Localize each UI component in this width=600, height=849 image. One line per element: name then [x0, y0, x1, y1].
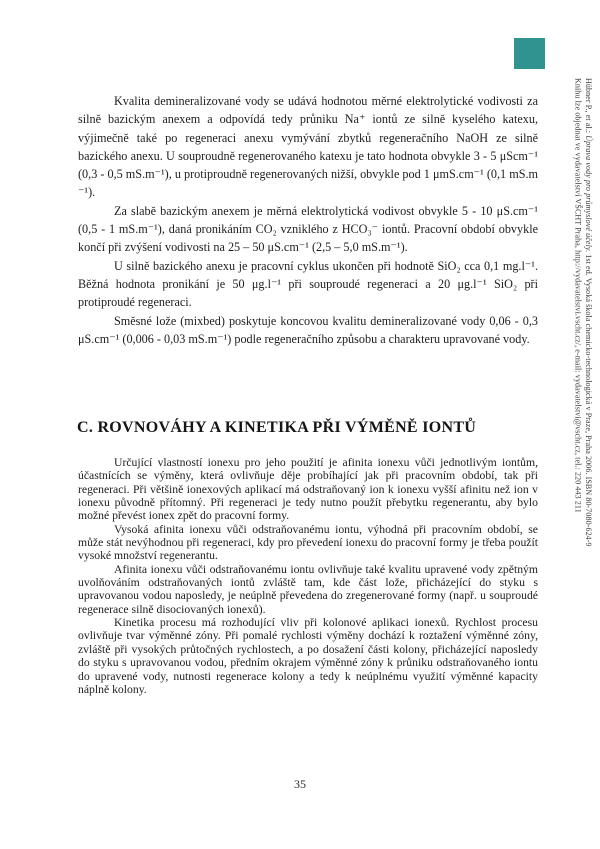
citation-sidebar — [572, 78, 593, 638]
body-paragraph-4: Kinetika procesu má rozhodující vliv při kolonové aplikaci ionexů. Rychlost procesu ovlivňuje tvar výměnné zóny. Při pomalé rychlosti výměny dochází k roztažení výměnné zóny, zvláště při vysokých průtočných rychlostech, a po dosažení části kolony, přicházející naposledy do styku s upravovanou vodou, předním okrajem výměnné zóny k průniku odstraňovaného iontu do upravené vody, nutnosti regenerace kolony a tedy k neúplnému využití výměnné kapacity náplně kolony. — [78, 616, 538, 696]
body-paragraph-1: Určující vlastností ionexu pro jeho použití je afinita ionexu vůči jednotlivým iontům, účastnících se výměny, která ovlivňuje děje probíhající jak při pracovním období, tak při regeneraci. Při většině ionexových aplikací má odstraňovaný ion k ionexu vyšší afinitu než ion v ionexu původně přítomný. Při regeneraci je tedy nutno použít přebytku regenerantu, aby bylo možné převést ionex zpět do pracovní formy. — [78, 456, 538, 523]
page-number: 35 — [294, 777, 306, 791]
order-info-line: Knihu lze objednat ve vydavatelství VŠCHT Praha, http://vydavatelstvi.vscht.cz/, e-mail: vydavatelstvi@vscht.cz, tel.: 220 443 211 — [573, 78, 583, 513]
citation-authors: Hübner P., et al.: — [584, 78, 593, 136]
intro-paragraph-2: Za slabě bazickým anexem je měrná elektrolytická vodivost obvykle 5 - 10 μS.cm⁻¹ (0,5 - 1 mS.m⁻¹), daná pronikáním CO₂ vzniklého z HCO₃⁻ iontů. Pracovní období obvykle končí při zvýšení vodivosti na 25 – 50 μS.cm⁻¹ (2,5 – 5,0 mS.m⁻¹). — [78, 203, 538, 255]
teal-marker-square — [514, 38, 545, 69]
body-paragraph-2: Vysoká afinita ionexu vůči odstraňovanému iontu, výhodná při pracovním období, se může stát nevýhodnou při regeneraci, kdy pro převedení ionexu do pracovní formy je třeba použít vysoké množství regenerantu. — [78, 522, 538, 563]
section-heading: C. ROVNOVÁHY A KINETIKA PŘI VÝMĚNĚ IONTŮ — [77, 419, 477, 436]
body-paragraph-3: Afinita ionexu vůči odstraňovanému iontu ovlivňuje také kvalitu upravené vody zpětným uvolňováním odstraňovaných iontů zvláště tam, kde část lože, přicházející do styku s upravovanou vodou naposledy, je neúplně převedena do zregenerované formy (např. u souproudé regenerace silně disociovaných ionexů). — [78, 562, 538, 616]
intro-paragraph-1: Kvalita demineralizované vody se udává hodnotou měrné elektrolytické vodivosti za silně bazickým anexem a odpovídá tedy průniku Na⁺ iontů ze silně kyselého katexu, výjimečně také po regeneraci anexu vymývání zbytků regeneračního NaOH ze silně bazického anexu. U souproudně regenerovaného katexu je tato hodnota obvykle 3 - 5 μScm⁻¹ (0,3 - 0,5 mS.m⁻¹), u protiproudně regenerovaných nižší, obvykle pod 1 μmS.cm⁻¹ (0,1 mS.m ⁻¹). — [78, 94, 538, 200]
citation-line — [583, 78, 594, 638]
citation-book-title: Úprava vody pro průmyslové účely. — [584, 135, 593, 253]
citation-publisher-isbn: 1st ed. Vysoká škola chemicko-technologická v Praze, Praha 2006. ISBN 80-7080-624-9 — [584, 252, 593, 547]
intro-paragraph-4: Směsné lože (mixbed) poskytuje koncovou kvalitu demineralizované vody 0,06 - 0,3 μS.cm⁻¹ (0,006 - 0,03 mS.m⁻¹) podle regeneračního způsobu a charakteru upravované vody. — [78, 313, 538, 346]
intro-text-block — [78, 92, 538, 348]
body-text-block — [78, 456, 538, 696]
intro-paragraph-3: U silně bazického anexu je pracovní cyklus ukončen při hodnotě SiO₂ cca 0,1 mg.l⁻¹. Běžná hodnota pronikání je 50 μg.l⁻¹ při souproudé regeneraci a 20 μg.l⁻¹ SiO₂ při protiproudé regeneraci. — [78, 258, 538, 310]
